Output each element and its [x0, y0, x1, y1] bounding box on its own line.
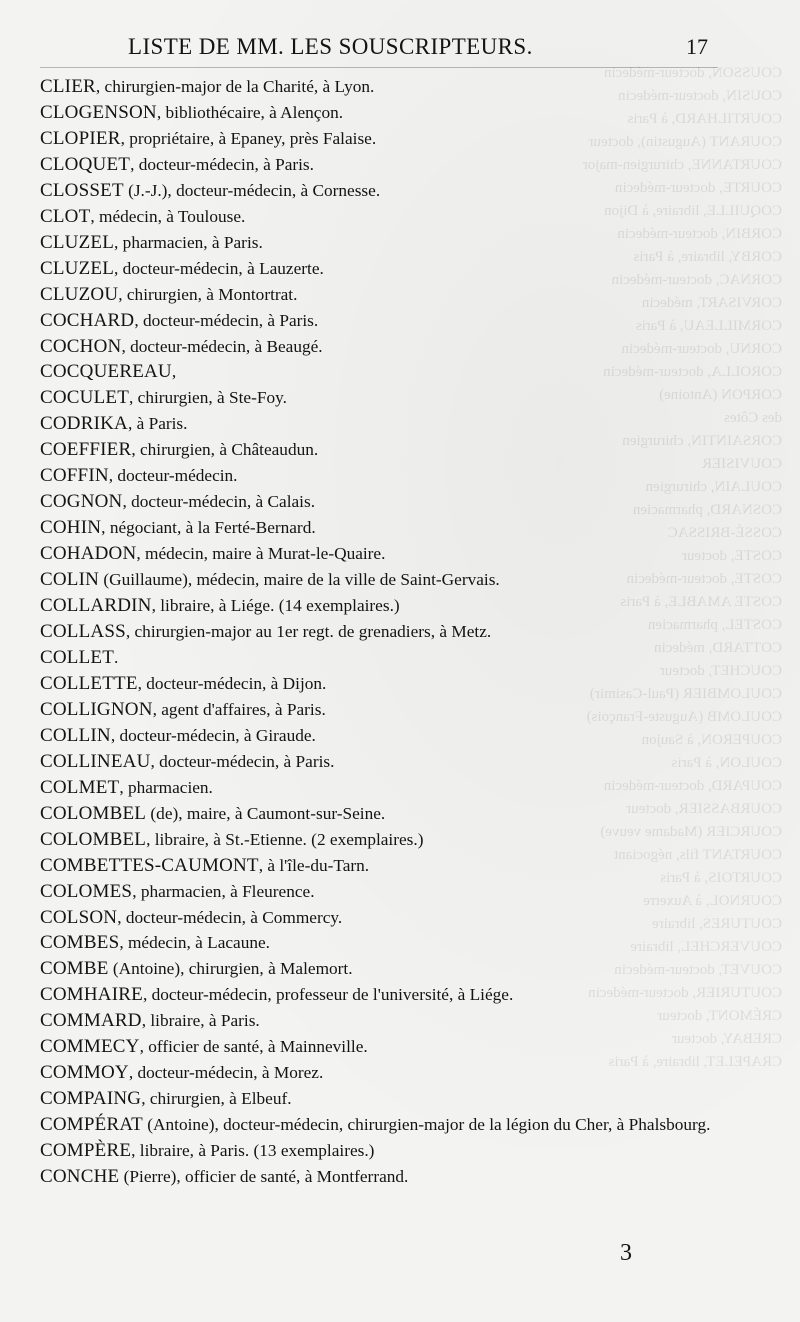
- subscriber-name: COLOMES: [40, 880, 133, 902]
- subscriber-name: COMHAIRE: [40, 984, 143, 1006]
- subscriber-details: , médecin, à Lacaune.: [119, 933, 270, 953]
- subscriber-details: (J.-J.), docteur-médecin, à Cornesse.: [123, 180, 381, 200]
- list-item: [40, 256, 740, 282]
- subscriber-name: COMMOY: [40, 1062, 129, 1084]
- subscriber-name: COLLARDIN: [40, 595, 152, 617]
- subscriber-details: , docteur-médecin, à Paris.: [130, 154, 314, 174]
- list-item: [40, 645, 740, 671]
- list-item: [40, 74, 740, 100]
- subscriber-details: , propriétaire, à Epaney, près Falaise.: [120, 128, 377, 148]
- subscriber-details: , docteur-médecin, à Dijon.: [137, 673, 327, 693]
- subscriber-name: COMBE: [40, 958, 109, 980]
- subscriber-details: , chirurgien, à Montortrat.: [118, 284, 298, 304]
- subscriber-details: , docteur-médecin, professeur de l'université, à Liége.: [142, 985, 514, 1005]
- list-item: [40, 671, 740, 697]
- subscriber-details: , bibliothécaire, à Alençon.: [156, 102, 344, 122]
- subscriber-name: CLIER: [40, 76, 96, 97]
- list-item: [40, 334, 740, 360]
- subscriber-name: COLIN: [40, 569, 100, 591]
- list-item: [40, 385, 740, 411]
- subscriber-name: CLOPIER: [40, 127, 121, 149]
- subscriber-details: .: [114, 647, 119, 667]
- subscriber-details: , docteur-médecin, à Beaugé.: [121, 336, 323, 356]
- list-item: [40, 930, 740, 956]
- subscriber-name: COFFIN: [40, 465, 109, 487]
- list-item: [40, 723, 740, 749]
- list-item: [40, 230, 740, 256]
- list-item: [40, 204, 740, 230]
- list-item: [40, 100, 740, 126]
- list-item: [40, 879, 740, 905]
- subscriber-name: CLOSSET: [40, 179, 124, 201]
- subscriber-name: COGNON: [40, 491, 123, 513]
- subscriber-details: , docteur-médecin, à Calais.: [122, 492, 316, 512]
- subscriber-details: , libraire, à Paris. (13 exemplaires.): [131, 1141, 375, 1161]
- subscriber-name: CONCHE: [40, 1166, 120, 1188]
- subscriber-name: COLOMBEL: [40, 828, 147, 850]
- subscriber-name: COLLET: [40, 646, 115, 668]
- subscriber-name: COLMET: [40, 776, 120, 798]
- subscriber-details: , docteur-médecin, à Paris.: [150, 751, 335, 771]
- show-through-text: COUSSON, docteur-médecin COUSIN, docteur-médecin COURTILHARD, à Paris COURANT (Augustin), docteur COURTANNE, chirurgien-major COURTE, docteur-médecin COQUILLE, libraire, à Dijon CORBIN, docteur-médecin CORBY, libraire, à Paris CORNAC, docteur-médecin CORVISART, médecin CORMILLEAU, à Paris CORNU, docteur-médecin COROLLA, docteur-médecin CORPON (Antoine) des Côtes CORSAINTIN, chirurgien COUVISIER COULAIN, chirurgien COSNARD, pharmacien COSSÉ-BRISSAC COSTE, docteur COSTE, docteur-médecin COSTE AMABLE, à Paris COSTEL, pharmacien COTTARD, médecin COUCHET, docteur COULOMBIER (Paul-Casimir) COULOMB (Auguste-François) COUPERON, à Saujon COULON, à Paris COUPARD, docteur-médecin COURBASSIER, docteur COURCIER (Madame veuve) COURTANT fils, négociant COURTOIS, à Paris COURNOL, à Auxerre COUTURES, libraire COUVERCHEL, libraire COUVET, docteur-médecin COUTURIER, docteur-médecin CRÉMONT, docteur CREBAY, docteur CRAPELET, libraire, à Paris: [582, 65, 782, 1070]
- subscriber-details: , docteur-médecin, à Morez.: [128, 1063, 324, 1083]
- subscriber-name: COLLASS: [40, 621, 126, 643]
- list-item: [40, 541, 740, 567]
- list-item: [40, 982, 740, 1008]
- subscriber-name: CLUZOU: [40, 283, 119, 305]
- list-item: [40, 178, 740, 204]
- subscriber-name: COLLETTE: [40, 672, 138, 694]
- list-item: [40, 827, 740, 853]
- signature-mark: 3: [620, 1240, 632, 1266]
- list-item: [40, 749, 740, 775]
- subscriber-details: (Guillaume), médecin, maire de la ville de Saint-Gervais.: [99, 570, 500, 590]
- subscriber-details: (de), maire, à Caumont-sur-Seine.: [146, 803, 386, 823]
- list-item: [40, 152, 740, 178]
- subscriber-name: COMPÈRE: [40, 1140, 132, 1162]
- list-item: [40, 593, 740, 619]
- subscriber-details: ,: [171, 362, 177, 382]
- subscriber-name: COHIN: [40, 517, 102, 539]
- subscriber-name: COMPAING: [40, 1088, 142, 1110]
- subscriber-name: CLOQUET: [40, 153, 131, 175]
- subscriber-details: , libraire, à Liége. (14 exemplaires.): [151, 596, 400, 616]
- subscriber-details: , docteur-médecin, à Commercy.: [117, 907, 343, 927]
- list-item: [40, 282, 740, 308]
- subscriber-list: [40, 74, 740, 1190]
- list-item: [40, 1164, 740, 1190]
- subscriber-name: COLSON: [40, 906, 118, 928]
- subscriber-details: , chirurgien-major au 1er regt. de grenadiers, à Metz.: [125, 622, 492, 642]
- list-item: [40, 1008, 740, 1034]
- subscriber-name: COLLIGNON: [40, 698, 153, 720]
- list-item: [40, 1060, 740, 1086]
- subscriber-details: , docteur-médecin, à Lauzerte.: [114, 258, 324, 278]
- page-title: LISTE DE MM. LES SOUSCRIPTEURS.: [128, 34, 533, 59]
- subscriber-name: COMMECY: [40, 1036, 140, 1058]
- subscriber-details: (Antoine), docteur-médecin, chirurgien-major de la légion du Cher, à Phalsbourg.: [142, 1115, 711, 1135]
- header-rule: [40, 67, 718, 68]
- subscriber-details: , pharmacien, à Paris.: [114, 232, 263, 252]
- subscriber-details: , chirurgien, à Châteaudun.: [131, 440, 319, 460]
- list-item: [40, 308, 740, 334]
- subscriber-details: , libraire, à Paris.: [141, 1011, 260, 1031]
- subscriber-name: CLUZEL: [40, 231, 115, 253]
- list-item: [40, 1034, 740, 1060]
- list-item: [40, 1086, 740, 1112]
- subscriber-name: COLOMBEL: [40, 802, 147, 824]
- list-item: [40, 411, 740, 437]
- subscriber-details: , agent d'affaires, à Paris.: [152, 699, 326, 719]
- subscriber-details: , docteur-médecin, à Paris.: [134, 310, 319, 330]
- subscriber-details: , pharmacien.: [119, 777, 213, 797]
- running-header: [128, 34, 728, 68]
- subscriber-name: CODRIKA: [40, 413, 128, 435]
- subscriber-details: , médecin, à Toulouse.: [90, 206, 246, 226]
- subscriber-details: , à l'île-du-Tarn.: [258, 855, 370, 875]
- subscriber-details: , chirurgien, à Ste-Foy.: [129, 388, 287, 408]
- list-item: [40, 515, 740, 541]
- list-item: [40, 567, 740, 593]
- subscriber-name: COCHON: [40, 335, 122, 357]
- subscriber-name: CLOGENSON: [40, 101, 157, 123]
- subscriber-details: , docteur-médecin.: [108, 466, 238, 486]
- subscriber-details: , docteur-médecin, à Giraude.: [110, 725, 316, 745]
- subscriber-name: COCHARD: [40, 309, 135, 331]
- subscriber-details: (Pierre), officier de santé, à Montferrand.: [119, 1167, 409, 1187]
- list-item: [40, 126, 740, 152]
- subscriber-name: COMMARD: [40, 1010, 142, 1032]
- subscriber-details: , chirurgien-major de la Charité, à Lyon.: [95, 77, 375, 96]
- list-item: [40, 801, 740, 827]
- subscriber-name: COMBES: [40, 932, 120, 954]
- subscriber-details: , à Paris.: [127, 414, 188, 434]
- subscriber-name: COMBETTES-CAUMONT: [40, 854, 259, 876]
- subscriber-name: COLLIN: [40, 724, 111, 746]
- subscriber-details: , médecin, maire à Murat-le-Quaire.: [136, 544, 386, 564]
- list-item: [40, 956, 740, 982]
- list-item: [40, 853, 740, 879]
- subscriber-name: COMPÉRAT: [40, 1114, 143, 1136]
- subscriber-details: , officier de santé, à Mainneville.: [139, 1037, 368, 1057]
- subscriber-name: COCQUEREAU: [40, 361, 172, 383]
- subscriber-details: , libraire, à St.-Etienne. (2 exemplaires.): [146, 829, 424, 849]
- subscriber-name: COLLINEAU: [40, 750, 151, 772]
- subscriber-name: COHADON: [40, 543, 137, 565]
- list-item: [40, 489, 740, 515]
- subscriber-details: , pharmacien, à Fleurence.: [132, 881, 315, 901]
- subscriber-name: COEFFIER: [40, 439, 132, 461]
- list-item: [40, 1138, 740, 1164]
- subscriber-name: CLUZEL: [40, 257, 115, 279]
- list-item: [40, 619, 740, 645]
- list-item: [40, 359, 740, 385]
- subscriber-name: COCULET: [40, 387, 130, 409]
- list-item: [40, 1112, 800, 1138]
- subscriber-name: CLOT: [40, 205, 91, 227]
- list-item: [40, 697, 740, 723]
- subscriber-details: , négociant, à la Ferté-Bernard.: [101, 518, 316, 538]
- subscriber-details: , chirurgien, à Elbeuf.: [141, 1089, 292, 1109]
- list-item: [40, 463, 740, 489]
- list-item: [40, 775, 740, 801]
- list-item: [40, 437, 740, 463]
- list-item: [40, 905, 740, 931]
- page-number: 17: [686, 34, 708, 59]
- subscriber-details: (Antoine), chirurgien, à Malemort.: [108, 959, 353, 979]
